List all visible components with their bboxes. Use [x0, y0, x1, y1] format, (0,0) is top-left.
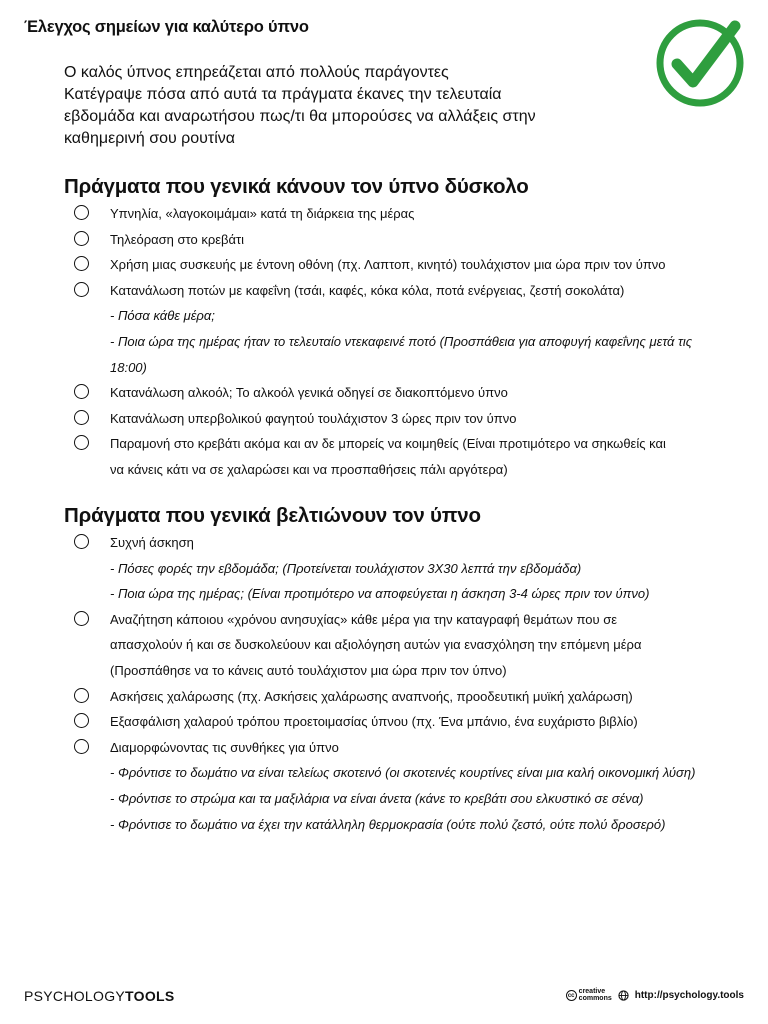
item-text: Εξασφάλιση χαλαρού τρόπου προετοιμασίας ύπνου (πχ. Ένα μπάνιο, ένα ευχάριστο βιβλίο) [110, 714, 638, 730]
checklist-item [64, 227, 754, 253]
cc-text-line: commons [578, 995, 612, 1002]
item-text: Διαμορφώνοντας τις συνθήκες για ύπνο [110, 739, 339, 755]
checklist-item [64, 684, 754, 710]
item-text: Χρήση μιας συσκευής με έντονη οθόνη (πχ. Λαπτοπ, κινητό) τουλάχιστον μια ώρα πριν τον ύπνο [110, 257, 666, 273]
psychology-tools-logo [24, 988, 175, 1004]
footer-credits [566, 988, 744, 1002]
item-text: Παραμονή στο κρεβάτι ακόμα και αν δε μπορείς να κοιμηθείς (Είναι προτιμότερο να σηκωθείς και [110, 436, 666, 452]
checkbox-circle-icon[interactable] [74, 611, 89, 626]
checklist-item [64, 735, 754, 837]
cc-icon: cc [566, 990, 577, 1001]
item-subtext: - Φρόντισε το στρώμα και τα μαξιλάρια να είναι άνετα (κάνε το κρεβάτι σου ελκυστικό σε σένα) [110, 790, 644, 806]
item-subtext: - Ποια ώρα της ημέρας ήταν το τελευταίο ντεκαφεινέ ποτό (Προσπάθεια για αποφυγή καφεΐνης μετά τις [110, 333, 693, 349]
intro-line: Κατέγραψε πόσα από αυτά τα πράγματα έκανες την τελευταία [64, 86, 502, 103]
item-subtext: - Πόσες φορές την εβδομάδα; (Προτείνεται τουλάχιστον 3Χ30 λεπτά την εβδομάδα) [110, 560, 582, 576]
checkbox-circle-icon[interactable] [74, 713, 89, 728]
checkbox-circle-icon[interactable] [74, 282, 89, 297]
item-text: Υπνηλία, «λαγοκοιμάμαι» κατά τη διάρκεια της μέρας [110, 206, 415, 221]
section-heading: Πράγματα που γενικά κάνουν τον ύπνο δύσκολο [64, 175, 529, 198]
checklist-item [64, 406, 754, 432]
item-text: Κατανάλωση αλκοόλ; Το αλκοόλ γενικά οδηγεί σε διακοπτόμενο ύπνο [110, 385, 508, 401]
item-subtext: 18:00) [110, 359, 147, 375]
checkbox-circle-icon[interactable] [74, 739, 89, 754]
checklist-item [64, 431, 754, 482]
checklist-item [64, 607, 754, 684]
item-text: Τηλεόραση στο κρεβάτι [110, 231, 245, 247]
item-text: Συχνή άσκηση [110, 535, 194, 550]
intro-text [64, 62, 644, 150]
website-link[interactable]: http://psychology.tools [634, 989, 744, 1001]
checkbox-circle-icon[interactable] [74, 410, 89, 425]
brand-text-bold: TOOLS [125, 988, 175, 1004]
section-heading: Πράγματα που γενικά βελτιώνουν τον ύπνο [64, 504, 481, 527]
item-text: Αναζήτηση κάποιου «χρόνου ανησυχίας» κάθε μέρα για την καταγραφή θεμάτων που σε [110, 611, 618, 627]
intro-line: Ο καλός ύπνος επηρεάζεται από πολλούς παράγοντες [64, 64, 449, 81]
checklist-item [64, 380, 754, 406]
checkbox-circle-icon[interactable] [74, 231, 89, 246]
intro-line: καθημερινή σου ρουτίνα [64, 130, 236, 147]
checklist-item [64, 278, 754, 380]
checkbox-circle-icon[interactable] [74, 256, 89, 271]
brand-text: PSYCHOLOGY [24, 988, 126, 1004]
checkbox-circle-icon[interactable] [74, 435, 89, 450]
check-circle-icon [655, 18, 745, 108]
section-sleep-improvers [64, 501, 754, 837]
intro-line: εβδομάδα και αναρωτήσου πως/τι θα μπορούσες να αλλάξεις στην [64, 108, 536, 125]
item-text: (Προσπάθησε να το κάνεις αυτό τουλάχιστον μια ώρα πριν τον ύπνο) [110, 662, 507, 678]
globe-icon [618, 990, 629, 1001]
checklist-item [64, 201, 754, 227]
checklist-item [64, 252, 754, 278]
creative-commons-badge [566, 988, 612, 1002]
item-subtext: - Φρόντισε το δωμάτιο να είναι τελείως σκοτεινό (οι σκοτεινές κουρτίνες είναι μια καλή οικονομική λύση) [110, 765, 696, 781]
item-text: απασχολούν ή και σε δυσκολεύουν και αξιολόγηση αυτών για ενασχόληση την επόμενη μέρα [110, 637, 642, 653]
item-text: Κατανάλωση ποτών με καφεΐνη (τσάι, καφές, κόκα κόλα, ποτά ενέργειας, ζεστή σοκολάτα) [110, 282, 625, 298]
cc-text-line: creative [578, 988, 606, 995]
checkbox-circle-icon[interactable] [74, 384, 89, 399]
checkbox-circle-icon[interactable] [74, 534, 89, 549]
checkbox-circle-icon[interactable] [74, 688, 89, 703]
item-subtext: - Φρόντισε το δωμάτιο να έχει την κατάλληλη θερμοκρασία (ούτε πολύ ζεστό, ούτε πολύ δροσερό) [110, 816, 666, 832]
checklist-item [64, 709, 754, 735]
checklist-item [64, 530, 754, 607]
item-text: να κάνεις κάτι να σε χαλαρώσει και να προσπαθήσεις πάλι αργότερα) [110, 461, 508, 477]
item-subtext: - Πόσα κάθε μέρα; [110, 308, 215, 324]
item-text: Ασκήσεις χαλάρωσης (πχ. Ασκήσεις χαλάρωσης αναπνοής, προοδευτική μυϊκή χαλάρωση) [110, 688, 633, 704]
section-sleep-disruptors [64, 172, 754, 483]
checkbox-circle-icon[interactable] [74, 205, 89, 220]
page-title: Έλεγχος σημείων για καλύτερο ύπνο [24, 18, 309, 36]
item-subtext: - Ποια ώρα της ημέρας; (Είναι προτιμότερο να αποφεύγεται η άσκηση 3-4 ώρες πριν τον ύπνο) [110, 586, 650, 602]
item-text: Κατανάλωση υπερβολικού φαγητού τουλάχιστον 3 ώρες πριν τον ύπνο [110, 410, 517, 426]
